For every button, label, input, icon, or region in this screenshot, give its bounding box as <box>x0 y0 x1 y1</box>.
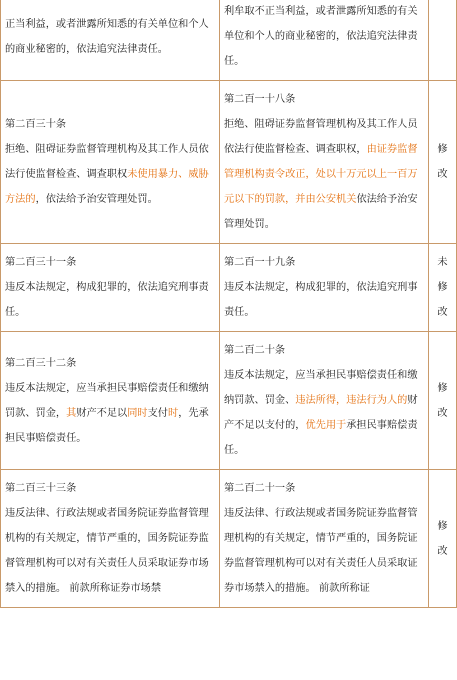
highlighted-text: 其 <box>66 407 77 419</box>
cell-text: 财产不足以支付的， <box>224 395 418 431</box>
cell-text: 违反本法规定，构成犯罪的，依法追究刑事责任。 <box>5 282 209 318</box>
old-article-cell <box>1 0 220 81</box>
status-cell <box>429 0 457 81</box>
table-row <box>1 0 457 81</box>
cell-text: 财产不足以 <box>76 407 128 419</box>
table-row <box>1 332 457 470</box>
status-text: 修 改 <box>437 520 448 557</box>
old-article-cell <box>1 244 220 332</box>
cell-text: 正当利益，或者泄露所知悉的有关单位和个人的商业秘密的，依法追究法律责任。 <box>5 18 209 55</box>
status-cell <box>429 81 457 244</box>
cell-text: 第二百三十条 <box>5 119 67 130</box>
cell-text: 违反法律、行政法规或者国务院证券监督管理机构的有关规定，情节严重的，国务院证券监督管理机构可以对有关责任人员采取证券市场禁入的措施。 前款所称证券市场禁 <box>5 508 209 594</box>
status-cell <box>429 332 457 470</box>
cell-text: 拒绝、阻碍证券监督管理机构及其工作人员依法行使监督检查、调查职权， <box>224 119 418 155</box>
cell-text: 承担民事赔偿责任。 <box>224 420 418 456</box>
cell-text: 第二百三十三条 <box>5 483 77 494</box>
status-text: 修 改 <box>437 382 448 419</box>
table-row <box>1 81 457 244</box>
highlighted-text: 时 <box>168 407 179 419</box>
table-row <box>1 244 457 332</box>
cell-text: 第二百一十九条 <box>224 257 296 268</box>
cell-text: 违反本法规定，构成犯罪的，依法追究刑事责任。 <box>224 282 418 318</box>
cell-text: 第二百三十二条 <box>5 357 77 369</box>
cell-text: 支付 <box>147 407 168 419</box>
highlighted-text: 同时 <box>127 407 148 419</box>
table-body <box>1 0 457 608</box>
cell-text: 第二百一十八条 <box>224 94 296 105</box>
status-cell <box>429 470 457 608</box>
highlighted-text: 优先用于 <box>305 420 347 431</box>
cell-text: 违反本法规定，应当承担民事赔偿责任和缴纳罚款、罚金、 <box>224 370 418 406</box>
highlighted-text: 未使用暴力、威胁方法的 <box>5 169 209 205</box>
new-article-cell <box>220 332 429 470</box>
new-article-cell <box>220 0 429 81</box>
cell-text: 违反法律、行政法规或者国务院证券监督管理机构的有关规定，情节严重的，国务院证券监督管理机构可以对有关责任人员采取证券市场禁入的措施。 前款所称证 <box>224 508 418 594</box>
highlighted-text: 由证券监督管理机构责令改正，处以十万元以上一百万元以下的罚款，并由公安机关 <box>224 144 418 205</box>
status-text: 未 修 改 <box>437 257 448 318</box>
table-row <box>1 470 457 608</box>
cell-text: 拒绝、阻碍证券监督管理机构及其工作人员依法行使监督检查、调查职权 <box>5 144 209 180</box>
status-cell <box>429 244 457 332</box>
cell-text: 第二百二十条 <box>224 345 286 356</box>
cell-text: 依法给予治安管理处罚。 <box>224 194 418 230</box>
cell-text: 违反本法规定，应当承担民事赔偿责任和缴纳罚款、罚金， <box>5 382 209 419</box>
new-article-cell <box>220 244 429 332</box>
old-article-cell <box>1 332 220 470</box>
cell-text: 利牟取不正当利益，或者泄露所知悉的有关单位和个人的商业秘密的，依法追究法律责任。 <box>224 6 418 67</box>
cell-text: ，依法给予治安管理处罚。 <box>35 194 158 205</box>
old-article-cell <box>1 470 220 608</box>
new-article-cell <box>220 470 429 608</box>
cell-text: 第二百二十一条 <box>224 483 296 494</box>
highlighted-text: 违法所得，违法行为人的 <box>295 395 408 406</box>
old-article-cell <box>1 81 220 244</box>
new-article-cell <box>220 81 429 244</box>
status-text: 修 改 <box>437 144 448 180</box>
cell-text: 第二百三十一条 <box>5 257 77 268</box>
cell-text: ，先承担民事赔偿责任。 <box>5 407 209 444</box>
